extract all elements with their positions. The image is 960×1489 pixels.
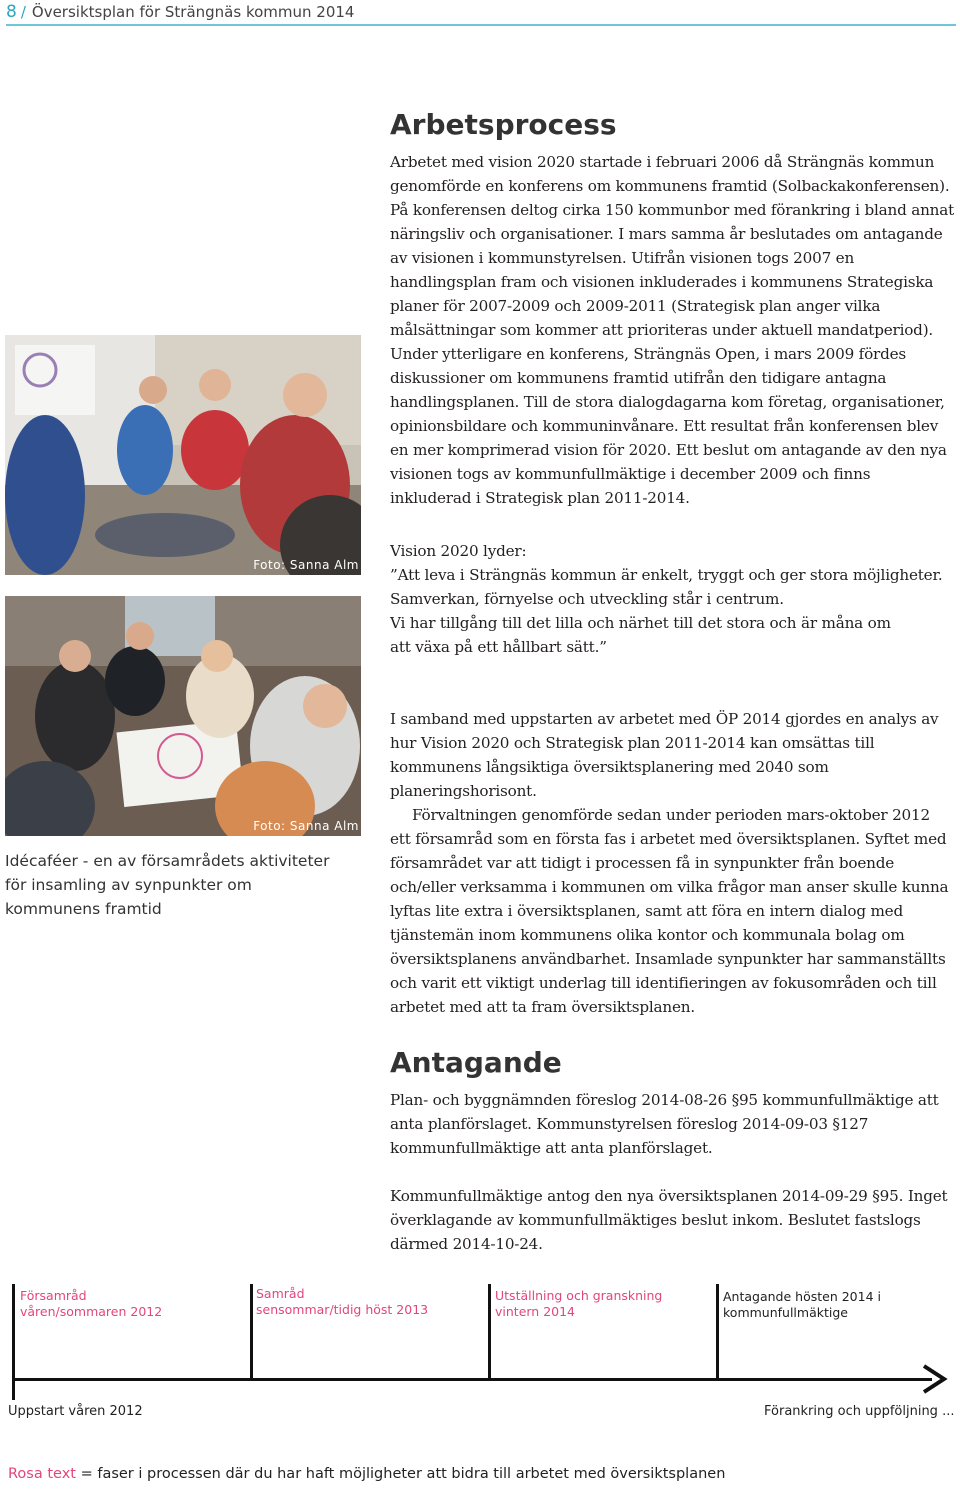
page-header [6,2,956,26]
phase-period: våren/sommaren 2012 [20,1304,163,1319]
photo-caption: Idécaféer - en av församrådets aktiviteter för insamling av synpunkter om kommunens framtid [5,852,330,918]
legend-pink-text: Rosa text [8,1466,76,1482]
body-paragraph: Plan- och byggnämnden föreslog 2014-08-26 §95 kommunfullmäktige att anta planförslaget. Kommunstyrelsen föreslog 2014-09-03 §127 kommunfullmäktige att anta planförslaget. [390,1091,939,1157]
section-heading: Antagande [390,1046,562,1079]
process-timeline [0,1280,960,1430]
photo-image [5,335,361,575]
timeline-phase-forsamrad [20,1288,162,1320]
timeline-phase-antagande [723,1289,881,1321]
photo-image [5,596,361,836]
phase-title: Utställning och granskning [495,1288,663,1303]
vision-quote-line: ”Att leva i Strängnäs kommun är enkelt, tryggt och ger stora möjligheter. [390,566,943,584]
header-separator: / [20,3,26,21]
phase-title: Antagande hösten 2014 i [723,1289,881,1304]
section-analys [390,707,955,1019]
phase-period: sensommar/tidig höst 2013 [256,1302,429,1317]
arrow-right-icon [920,1364,950,1394]
body-paragraph: Arbetet med vision 2020 startade i februari 2006 då Strängnäs kommun genomförde en konferens om kommunens framtid (Solbackakonferensen). På konferensen deltog cirka 150 kommunbor med förankring i bland annat näringsliv och organisationer. I mars samma år beslutades om antagande av visionen i kommunstyrelsen. Utifrån visionen togs 2007 en handlingsplan fram och visionen inkluderades i kommunens Strategiska planer för 2007-2009 och 2009-2011 (Strategisk plan anger vilka målsättningar som kommer att prioriteras under aktuell mandatperiod). Under ytterligare en konferens, Strängnäs Open, i mars 2009 fördes diskussioner om kommunens framtid utifrån den tidigare antagna handlingsplanen. Till de stora dialogdagarna kom företag, organisationer, opinionsbildare och kommuninvånare. Ett resultat från konferensen blev en mer komprimerad vision för 2020. Ett beslut om antagande av den nya visionen togs av kommunfullmäktige i december 2009 och finns inkluderad i Strategisk plan 2011-2014. [390,153,955,507]
section-arbetsprocess [390,108,955,510]
phase-title: Församråd [20,1288,87,1303]
timeline-tick [488,1284,491,1380]
vision-quote-line: Vi har tillgång till det lilla och närhet till det stora och är måna om att växa på ett hållbart sätt.” [390,614,891,656]
timeline-phase-samrad [256,1286,428,1318]
timeline-start-label: Uppstart våren 2012 [8,1404,143,1419]
body-paragraph: Förvaltningen genomförde sedan under perioden mars-oktober 2012 ett församråd som en första fas i arbetet med översiktsplanen. Syftet med församrådet var att tidigt i processen få in synpunkter från boende och/eller verksamma i kommunen om vilka frågor man anser skulle kunna lyftas lite extra i översiktsplanen, samt att föra en intern dialog med tjänstemän inom kommunens olika kontor och kommunala bolag om översiktsplanens användbarhet. Insamlade synpunkter har sammanställts och varit ett viktigt underlag till identifieringen av fokusområden och till arbetet med att ta fram översiktsplanen. [390,806,949,1016]
photo-credit: Foto: Sanna Alm [253,558,359,572]
timeline-end-label: Förankring och uppföljning ... [764,1404,955,1419]
body-paragraph: I samband med uppstarten av arbetet med ÖP 2014 gjordes en analys av hur Vision 2020 och Strategisk plan 2011-2014 kan omsättas till kommunens långsiktiga översiktsplanering med 2040 som planeringshorisont. [390,710,939,800]
vision-quote-line: Samverkan, förnyelse och utveckling står i centrum. [390,590,784,608]
timeline-tick [12,1284,15,1400]
section-antagande [390,1046,955,1256]
timeline-axis [12,1378,932,1381]
photo-credit: Foto: Sanna Alm [253,819,359,833]
timeline-tick [250,1284,253,1380]
timeline-phase-utstallning [495,1288,662,1320]
legend-description: = faser i processen där du har haft möjligheter att bidra till arbetet med översiktsplanen [75,1466,726,1482]
section-heading: Arbetsprocess [390,108,617,141]
timeline-legend [8,1466,725,1482]
body-paragraph: Kommunfullmäktige antog den nya översiktsplanen 2014-09-29 §95. Inget överklagande av kommunfullmäktiges beslut inkom. Beslutet fastslogs därmed 2014-10-24. [390,1187,948,1253]
document-title: Översiktsplan för Strängnäs kommun 2014 [31,3,355,21]
phase-title: Samråd [256,1286,305,1301]
section-vision [390,539,955,659]
vision-intro: Vision 2020 lyder: [390,542,527,560]
timeline-tick [716,1284,719,1380]
photo-discussion-group [5,335,361,575]
photo-ideacafe [5,596,361,836]
page-number: 8 [6,2,17,22]
phase-period: kommunfullmäktige [723,1305,848,1320]
phase-period: vintern 2014 [495,1304,576,1319]
